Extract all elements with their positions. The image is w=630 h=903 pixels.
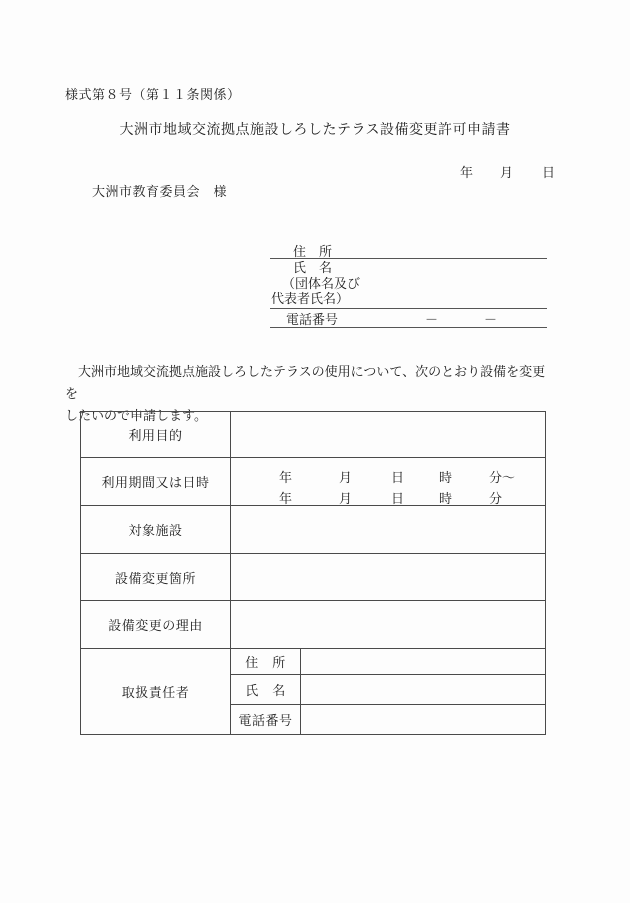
responsible-name-label: 氏 名 xyxy=(231,675,301,704)
change-location-label: 設備変更箇所 xyxy=(81,554,231,600)
applicant-name-note-line1: （団体名及び xyxy=(282,276,361,291)
responsible-phone-row xyxy=(231,705,545,734)
period-start-line xyxy=(231,467,545,488)
period-start-minute: 分～ xyxy=(489,470,516,485)
period-start-hour: 時 xyxy=(439,470,453,485)
period-end-line xyxy=(231,488,545,509)
date-month-label: 月 xyxy=(500,165,514,180)
period-end-month: 月 xyxy=(339,491,353,506)
table-row-purpose xyxy=(81,412,545,458)
applicant-address-label: 住 所 xyxy=(293,244,333,259)
phone-dash: － xyxy=(484,312,498,327)
applicant-name-note-line2: 代表者氏名） xyxy=(271,291,350,306)
period-end-minute: 分 xyxy=(489,491,503,506)
purpose-label: 利用目的 xyxy=(81,412,231,457)
facility-label: 対象施設 xyxy=(81,506,231,553)
period-value-cell[interactable] xyxy=(231,458,545,505)
responsible-name-row xyxy=(231,675,545,705)
date-year-label: 年 xyxy=(460,165,474,180)
responsible-address-row xyxy=(231,649,545,675)
statement-line1: 大洲市地域交流拠点施設しろしたテラスの使用について、次のとおり設備を変更を xyxy=(65,364,546,401)
period-start-day: 日 xyxy=(391,470,405,485)
responsible-phone-value-cell[interactable] xyxy=(301,705,545,734)
table-row-change-reason xyxy=(81,601,545,649)
period-start-month: 月 xyxy=(339,470,353,485)
responsible-name-value-cell[interactable] xyxy=(301,675,545,704)
applicant-address-field[interactable] xyxy=(270,241,547,259)
application-form-table xyxy=(80,411,546,735)
period-end-day: 日 xyxy=(391,491,405,506)
change-reason-value-cell[interactable] xyxy=(231,601,545,648)
table-row-change-location xyxy=(81,554,545,601)
applicant-phone-field[interactable] xyxy=(270,309,547,328)
applicant-name-label: 氏 名 xyxy=(293,260,333,275)
applicant-signature-block xyxy=(270,241,547,328)
facility-value-cell[interactable] xyxy=(231,506,545,553)
responsible-address-label: 住 所 xyxy=(231,649,301,674)
period-end-year: 年 xyxy=(279,491,293,506)
recipient-line: 大洲市教育委員会 様 xyxy=(92,184,228,199)
form-number: 様式第８号（第１１条関係） xyxy=(65,87,241,102)
purpose-value-cell[interactable] xyxy=(231,412,545,457)
phone-dash: － xyxy=(425,312,439,327)
period-label: 利用期間又は日時 xyxy=(81,458,231,505)
table-row-facility xyxy=(81,506,545,554)
applicant-name-field[interactable] xyxy=(270,259,547,309)
period-end-hour: 時 xyxy=(439,491,453,506)
applicant-phone-label: 電話番号 xyxy=(286,312,339,327)
statement-line2: したいので申請します。 xyxy=(65,408,207,423)
responsible-address-value-cell[interactable] xyxy=(301,649,545,674)
application-date-line xyxy=(0,162,630,178)
change-location-value-cell[interactable] xyxy=(231,554,545,600)
responsible-phone-label: 電話番号 xyxy=(231,705,301,734)
table-row-responsible-person xyxy=(81,649,545,734)
responsible-person-details xyxy=(231,649,545,734)
table-row-period xyxy=(81,458,545,506)
responsible-person-label: 取扱責任者 xyxy=(81,649,231,734)
period-start-year: 年 xyxy=(279,470,293,485)
date-day-label: 日 xyxy=(542,165,556,180)
change-reason-label: 設備変更の理由 xyxy=(81,601,231,648)
document-title: 大洲市地域交流拠点施設しろしたテラス設備変更許可申請書 xyxy=(119,123,511,138)
